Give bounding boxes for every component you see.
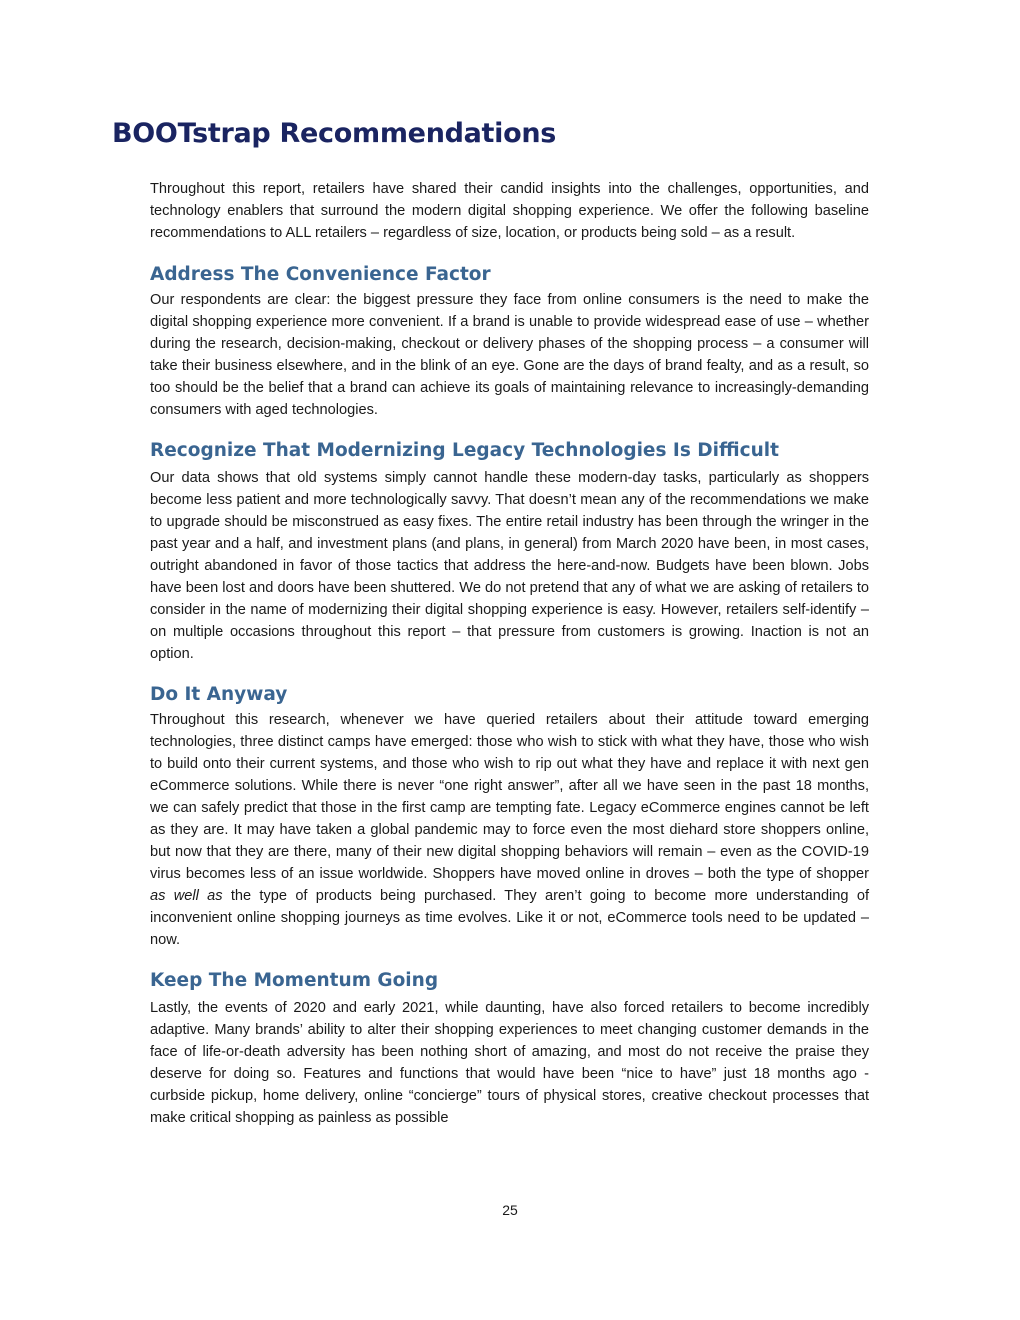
page-number: 25 <box>502 1202 518 1218</box>
section-momentum <box>150 970 869 1129</box>
section-body-convenience: Our respondents are clear: the biggest pressure they face from online consumers is the need to make the digital shopping experience more convenient. If a brand is unable to provide widespread ease of use – whether during the research, decision-making, checkout or delivery phases of the shopping process – a consumer will take their business elsewhere, and in the blink of an eye. Gone are the days of brand fealty, and as a result, so too should be the belief that a brand can achieve its goals of maintaining relevance to increasingly-demanding consumers with aged technologies. <box>150 292 869 418</box>
section-legacy <box>150 440 869 665</box>
section-heading-anyway: Do It Anyway <box>150 684 288 705</box>
section-body-momentum: Lastly, the events of 2020 and early 2021, while daunting, have also forced retailers to become incredibly adaptive. Many brands’ ability to alter their shopping experiences to meet changing customer demands in the face of life-or-death adversity has been nothing short of amazing, and most do not receive the praise they deserve for doing so. Features and functions that would have been “nice to have” just 18 months ago - curbside pickup, home delivery, online “concierge” tours of physical stores, creative checkout processes that make critical shopping as painless as possible <box>150 1000 869 1126</box>
intro-paragraph: Throughout this report, retailers have shared their candid insights into the challenges, opportunities, and technology enablers that surround the modern digital shopping experience. We offer the following baseline recommendations to ALL retailers – regardless of size, location, or products being sold – as a result. <box>150 181 869 241</box>
section-body-anyway <box>150 709 869 951</box>
body-text: the type of products being purchased. They aren’t going to become more understanding of inconvenient online shopping journeys as time evolves. Like it or not, eCommerce tools need to be updated – now. <box>150 888 869 948</box>
page-title: BOOTstrap Recommendations <box>112 118 557 149</box>
section-heading-momentum: Keep The Momentum Going <box>150 970 439 991</box>
section-convenience <box>150 264 869 421</box>
body-text: Throughout this research, whenever we have queried retailers about their attitude toward emerging technologies, three distinct camps have emerged: those who wish to stick with what they have, those who wish to build onto their current systems, and those who wish to rip out what they have and replace it with next gen eCommerce solutions. While there is never “one right answer”, after all we have seen in the past 18 months, we can safely predict that those in the first camp are tempting fate. Legacy eCommerce engines cannot be left as they are. It may have taken a global pandemic may to force even the most diehard store shoppers online, but now that they are there, many of their new digital shopping behaviors will remain – even as the COVID-19 virus becomes less of an issue worldwide. Shoppers have moved online in droves – both the type of shopper <box>150 712 869 882</box>
section-heading-convenience: Address The Convenience Factor <box>150 264 491 285</box>
section-anyway <box>150 684 869 951</box>
main-content <box>150 178 869 1129</box>
section-body-legacy: Our data shows that old systems simply cannot handle these modern-day tasks, particularly as shoppers become less patient and more technologically savvy. That doesn’t mean any of the recommendations we make to upgrade should be misconstrued as easy fixes. The entire retail industry has been through the wringer in the past year and a half, and investment plans (and plans, in general) from March 2020 have been, in most cases, outright abandoned in favor of those tactics that address the here-and-now. Budgets have been blown. Jobs have been lost and doors have been shuttered. We do not pretend that any of what we are asking of retailers to consider in the name of modernizing their digital shopping experience is easy. However, retailers self-identify – on multiple occasions throughout this report – that pressure from customers is growing. Inaction is not an option. <box>150 470 869 662</box>
section-heading-legacy: Recognize That Modernizing Legacy Technologies Is Difficult <box>150 440 779 461</box>
emphasis-text: as well as <box>150 888 223 904</box>
